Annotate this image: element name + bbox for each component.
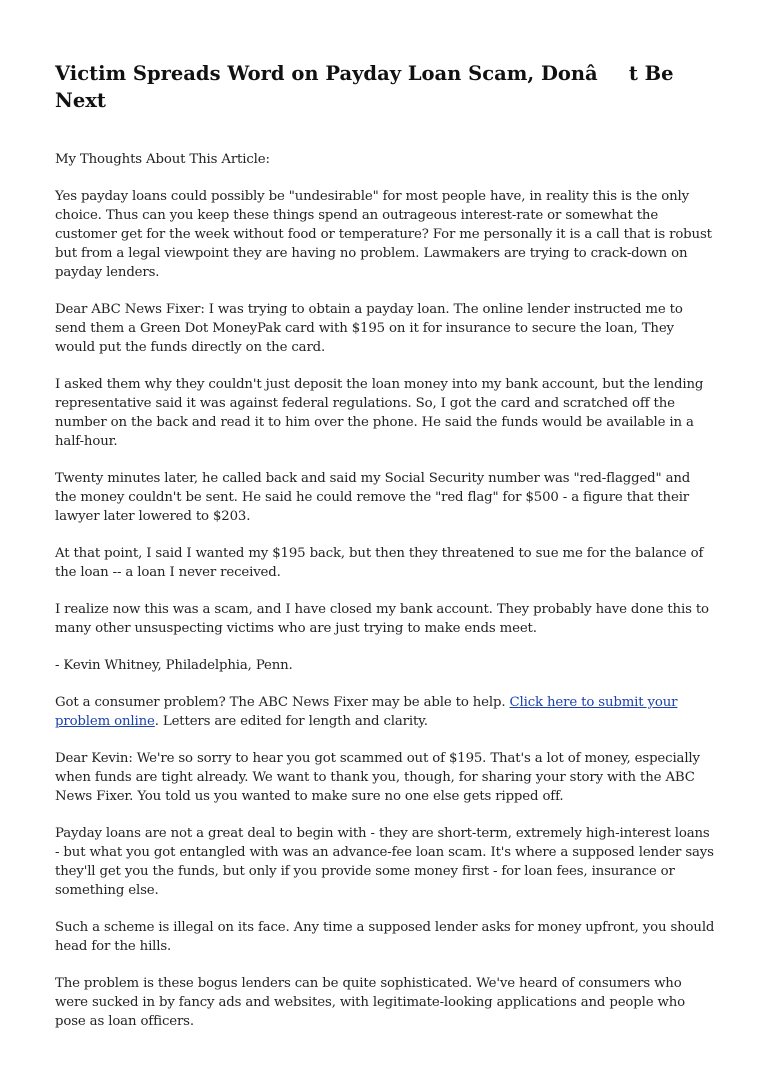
signature: - Kevin Whitney, Philadelphia, Penn.	[55, 658, 293, 673]
paragraph: The problem is these bogus lenders can be quite sophisticated. We've heard of consumers who were sucked in by fancy ads and websites, with legitimate-looking applications and people who pose as loan officers.	[55, 976, 686, 1029]
article	[55, 60, 715, 1049]
paragraph: Such a scheme is illegal on its face. Any time a supposed lender asks for money upfront, you should head for the hills.	[55, 920, 715, 954]
article-title: Victim Spreads Word on Payday Loan Scam, Donât Be Next	[55, 62, 674, 112]
paragraph: I realize now this was a scam, and I have closed my bank account. They probably have done this to many other unsuspecting victims who are just trying to make ends meet.	[55, 602, 709, 636]
consumer-help-paragraph	[55, 693, 715, 731]
article-subheading: My Thoughts About This Article:	[55, 152, 270, 167]
paragraph: Dear Kevin: We're so sorry to hear you got scammed out of $195. That's a lot of money, especially when funds are tight already. We want to thank you, though, for sharing your story with the ABC News Fixer. You told us you wanted to make sure no one else gets ripped off.	[55, 751, 700, 804]
paragraph: I asked them why they couldn't just deposit the loan money into my bank account, but the lending representative said it was against federal regulations. So, I got the card and scratched off the number on the back and read it to him over the phone. He said the funds would be available in a half-hour.	[55, 377, 704, 449]
submit-problem-link[interactable]: Click here to submit your problem online	[55, 695, 678, 729]
paragraph: Dear ABC News Fixer: I was trying to obtain a payday loan. The online lender instructed me to send them a Green Dot MoneyPak card with $195 on it for insurance to secure the loan, They would put the funds directly on the card.	[55, 302, 683, 355]
paragraph: At that point, I said I wanted my $195 back, but then they threatened to sue me for the balance of the loan -- a loan I never received.	[55, 546, 704, 580]
paragraph: Twenty minutes later, he called back and said my Social Security number was "red-flagged" and the money couldn't be sent. He said he could remove the "red flag" for $500 - a figure that their lawyer later lowered to $203.	[55, 471, 691, 524]
consumer-help-note: . Letters are edited for length and clarity.	[154, 714, 428, 729]
paragraph: Payday loans are not a great deal to begin with - they are short-term, extremely high-interest loans - but what you got entangled with was an advance-fee loan scam. It's where a supposed lender says they'll get you the funds, but only if you provide some money first - for loan fees, insurance or something else.	[55, 826, 714, 898]
consumer-help-text: Got a consumer problem? The ABC News Fixer may be able to help.	[55, 695, 510, 710]
paragraph: Yes payday loans could possibly be "undesirable" for most people have, in reality this is the only choice. Thus can you keep these things spend an outrageous interest-rate or somewhat the customer get for the week without food or temperature? For me personally it is a call that is robust but from a legal viewpoint they are having no problem. Lawmakers are trying to crack-down on payday lenders.	[55, 189, 712, 280]
